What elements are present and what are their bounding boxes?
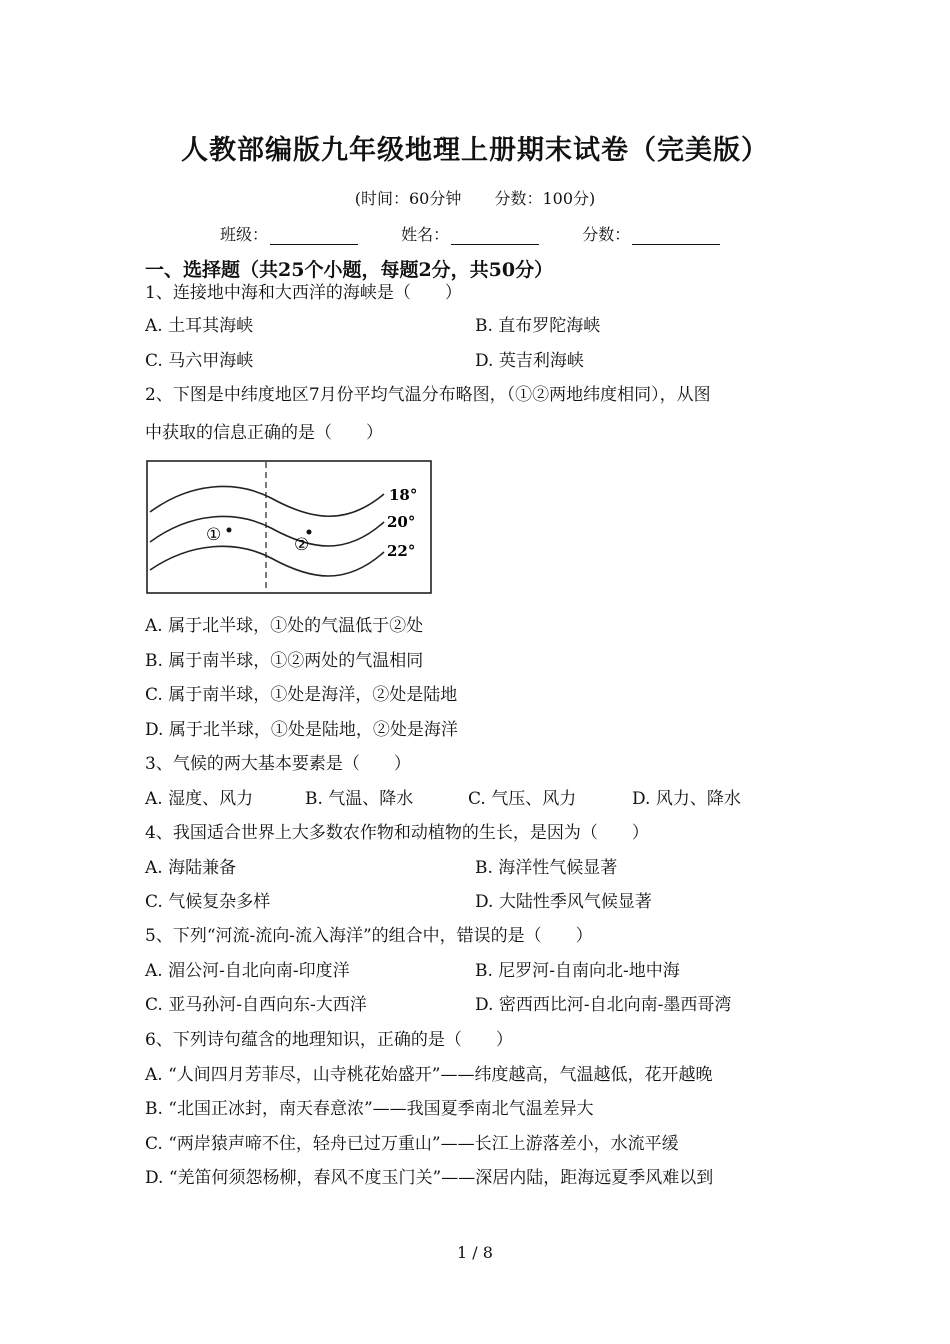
q2-option-d: D. 属于北半球，①处是陆地，②处是海洋 [145,720,458,740]
question-3-stem: 3、气候的两大基本要素是（ ） [145,754,411,774]
q5-option-c: C. 亚马孙河-自西向东-大西洋 [145,995,367,1015]
isotherm-22 [150,546,384,576]
q2-option-b: B. 属于南半球，①②两处的气温相同 [145,651,424,671]
page-title: 人教部编版九年级地理上册期末试卷（完美版） [181,135,769,166]
class-field: 班级： [220,222,358,245]
isotherm-label-20: 20° [387,513,416,531]
isotherm-figure [146,460,432,594]
q5-option-b: B. 尼罗河-自南向北-地中海 [475,961,680,981]
question-5-stem: 5、下列“河流-流向-流入海洋”的组合中，错误的是（ ） [145,926,593,946]
score-blank [632,228,720,245]
question-4-stem: 4、我国适合世界上大多数农作物和动植物的生长，是因为（ ） [145,823,649,843]
q2-option-a: A. 属于北半球，①处的气温低于②处 [145,616,424,636]
q3-option-c: C. 气压、风力 [468,789,577,809]
student-info [220,222,758,245]
point-2-dot [307,530,312,535]
q5-option-d: D. 密西西比河-自北向南-墨西哥湾 [475,995,732,1015]
score-field: 分数： [582,222,720,245]
question-2-stem-line2: 中获取的信息正确的是（ ） [145,423,383,443]
q6-option-c: C. “两岸猿声啼不住，轻舟已过万重山”——长江上游落差小，水流平缓 [145,1134,679,1154]
question-6-stem: 6、下列诗句蕴含的地理知识，正确的是（ ） [145,1030,513,1050]
isotherm-label-18: 18° [389,486,418,504]
name-field: 姓名： [401,222,539,245]
name-blank [451,228,539,245]
isotherm-20 [150,516,384,546]
time-limit: (时间：60分钟 [354,189,462,208]
q4-option-a: A. 海陆兼备 [145,858,237,878]
question-1-stem: 1、连接地中海和大西洋的海峡是（ ） [145,283,462,303]
section-heading: 一、选择题（共25个小题，每题2分，共50分） [145,259,554,281]
q5-option-a: A. 湄公河-自北向南-印度洋 [145,961,350,981]
point-2-label: ② [294,535,310,555]
q3-option-b: B. 气温、降水 [305,789,414,809]
q6-option-a: A. “人间四月芳菲尽，山寺桃花始盛开”——纬度越高，气温越低，花开越晚 [145,1065,713,1085]
q4-option-c: C. 气候复杂多样 [145,892,271,912]
q1-option-c: C. 马六甲海峡 [145,351,254,371]
q3-option-a: A. 湿度、风力 [145,789,254,809]
point-1-dot [227,528,232,533]
q6-option-b: B. “北国正冰封，南天春意浓”——我国夏季南北气温差异大 [145,1099,594,1119]
q3-option-d: D. 风力、降水 [632,789,741,809]
q4-option-b: B. 海洋性气候显著 [475,858,618,878]
q6-option-d: D. “羌笛何须怨杨柳，春风不度玉门关”——深居内陆，距海远夏季风难以到 [145,1168,714,1188]
isotherm-label-22: 22° [387,542,416,560]
q1-option-a: A. 土耳其海峡 [145,316,254,336]
q1-option-d: D. 英吉利海峡 [475,351,584,371]
point-1-label: ① [206,525,222,545]
total-score: 分数：100分) [494,189,596,208]
isotherm-18 [150,486,384,516]
q1-option-b: B. 直布罗陀海峡 [475,316,601,336]
exam-meta [0,186,950,209]
q4-option-d: D. 大陆性季风气候显著 [475,892,652,912]
page-number: 1 / 8 [457,1243,493,1262]
question-2-stem-line1: 2、下图是中纬度地区7月份平均气温分布略图，（①②两地纬度相同），从图 [145,385,711,405]
q2-option-c: C. 属于南半球，①处是海洋，②处是陆地 [145,685,458,705]
class-blank [270,228,358,245]
